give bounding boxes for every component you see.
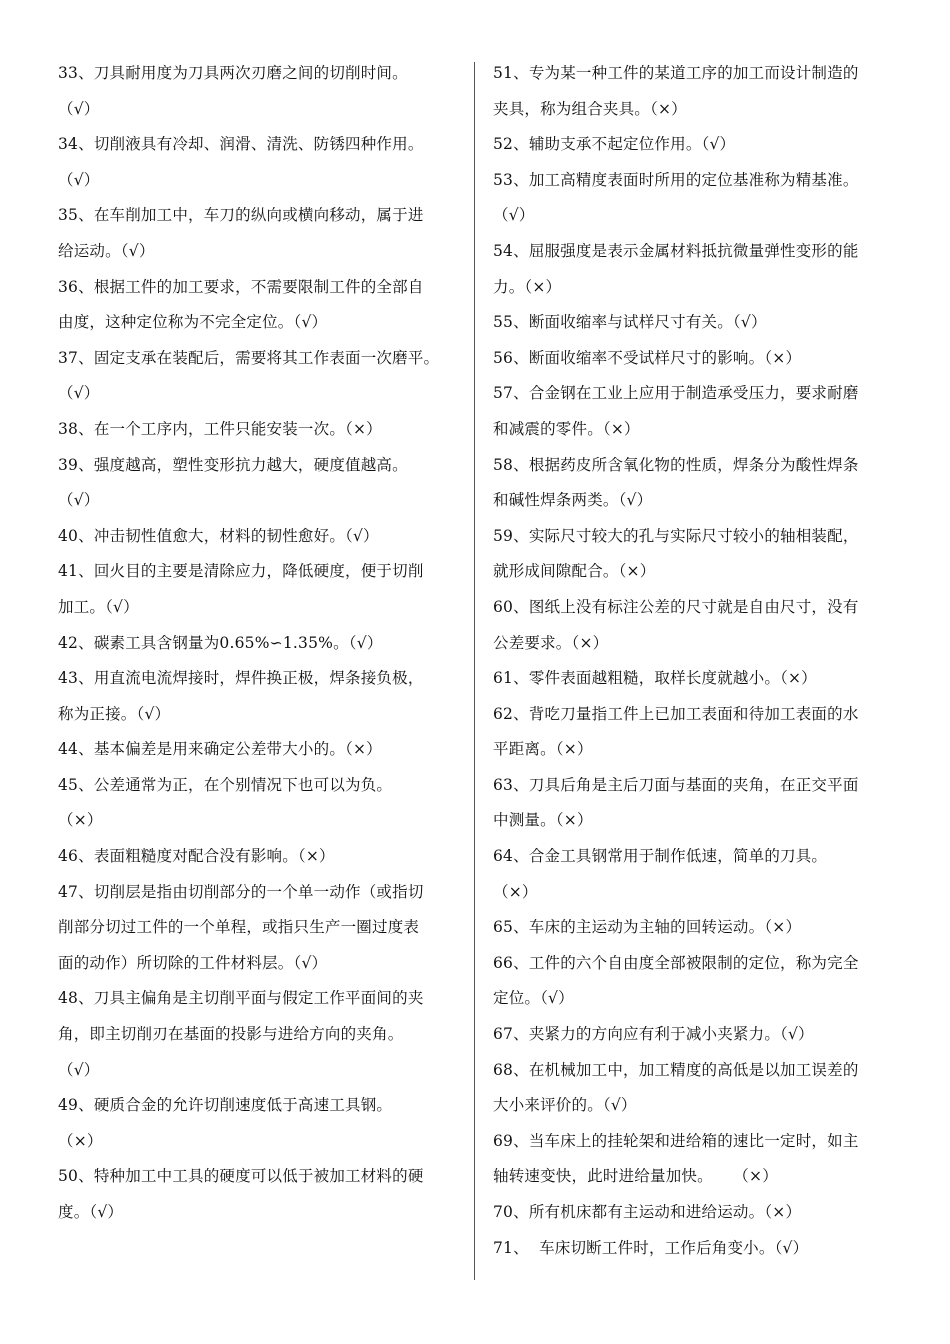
question-line: 夹具，称为组合夹具。（×） bbox=[493, 99, 687, 118]
question-item bbox=[493, 1231, 888, 1267]
question-item bbox=[493, 1017, 888, 1053]
question-item bbox=[58, 875, 458, 982]
question-item bbox=[58, 519, 458, 555]
question-item bbox=[58, 626, 458, 662]
question-line: 42、碳素工具含钢量为0.65%∽1.35%。（√） bbox=[58, 633, 383, 652]
question-item bbox=[493, 1195, 888, 1231]
question-item bbox=[58, 56, 458, 127]
question-line: 68、在机械加工中，加工精度的高低是以加工误差的 bbox=[493, 1060, 859, 1079]
question-line: 面的动作）所切除的工件材料层。（√） bbox=[58, 953, 328, 972]
question-line: 40、冲击韧性值愈大，材料的韧性愈好。（√） bbox=[58, 526, 379, 545]
question-line: 度。（√） bbox=[58, 1203, 124, 1221]
question-item bbox=[58, 554, 458, 625]
question-line: 33、刀具耐用度为刀具两次刃磨之间的切削时间。 bbox=[58, 64, 408, 82]
question-line: （×） bbox=[58, 1131, 103, 1150]
question-line: （√） bbox=[58, 99, 100, 118]
question-line: 71、 车床切断工件时，工作后角变小。（√） bbox=[493, 1238, 809, 1257]
question-item bbox=[493, 697, 888, 768]
question-line: 和碱性焊条两类。（√） bbox=[493, 491, 653, 510]
question-item bbox=[58, 981, 458, 1088]
question-line: 36、根据工件的加工要求，不需要限制工件的全部自 bbox=[58, 277, 424, 296]
question-line: 64、合金工具钢常用于制作低速，简单的刀具。 bbox=[493, 847, 828, 866]
question-line: 力。（×） bbox=[493, 277, 562, 296]
question-line: 加工。（√） bbox=[58, 597, 139, 616]
question-line: 46、表面粗糙度对配合没有影响。（×） bbox=[58, 847, 335, 866]
question-line: 60、图纸上没有标注公差的尺寸就是自由尺寸，没有 bbox=[493, 597, 859, 616]
question-line: 49、硬质合金的允许切削速度低于高速工具钢。 bbox=[58, 1096, 393, 1115]
question-item bbox=[493, 163, 888, 234]
question-item bbox=[493, 56, 888, 127]
question-item bbox=[493, 448, 888, 519]
question-line: 55、断面收缩率与试样尺寸有关。（√） bbox=[493, 313, 767, 332]
question-item bbox=[58, 1159, 458, 1230]
question-line: 53、加工高精度表面时所用的定位基准称为精基准。 bbox=[493, 170, 859, 189]
question-line: 66、工件的六个自由度全部被限制的定位，称为完全 bbox=[493, 953, 859, 972]
question-line: 45、公差通常为正，在个别情况下也可以为负。 bbox=[58, 775, 393, 794]
question-line: 69、当车床上的挂轮架和进给箱的速比一定时，如主 bbox=[493, 1131, 859, 1150]
question-line: 67、夹紧力的方向应有利于减小夹紧力。（√） bbox=[493, 1025, 814, 1044]
question-line: 就形成间隙配合。（×） bbox=[493, 562, 656, 581]
question-line: 削部分切过工件的一个单程，或指只生产一圈过度表 bbox=[58, 918, 420, 937]
question-line: （√） bbox=[58, 491, 100, 510]
question-line: 给运动。（√） bbox=[58, 241, 155, 260]
question-line: （√） bbox=[493, 206, 535, 225]
question-line: 56、断面收缩率不受试样尺寸的影响。（×） bbox=[493, 348, 802, 367]
question-line: 50、特种加工中工具的硬度可以低于被加工材料的硬 bbox=[58, 1167, 424, 1186]
question-line: （×） bbox=[493, 882, 538, 901]
question-line: 中测量。（×） bbox=[493, 811, 593, 830]
question-item bbox=[493, 661, 888, 697]
question-line: 52、辅助支承不起定位作用。（√） bbox=[493, 135, 736, 154]
question-item bbox=[493, 127, 888, 163]
question-item bbox=[58, 341, 458, 412]
left-column bbox=[58, 56, 458, 1231]
question-item bbox=[58, 839, 458, 875]
question-item bbox=[493, 341, 888, 377]
question-line: 48、刀具主偏角是主切削平面与假定工作平面间的夹 bbox=[58, 989, 424, 1008]
question-line: 58、根据药皮所含氧化物的性质，焊条分为酸性焊条 bbox=[493, 455, 859, 474]
question-line: 轴转速变快，此时进给量加快。 （×） bbox=[493, 1167, 778, 1186]
question-line: 47、切削层是指由切削部分的一个单一动作（或指切 bbox=[58, 882, 424, 901]
question-item bbox=[493, 768, 888, 839]
question-item bbox=[58, 412, 458, 448]
question-line: 由度，这种定位称为不完全定位。（√） bbox=[58, 313, 328, 332]
question-line: （√） bbox=[58, 1060, 100, 1079]
question-item bbox=[493, 234, 888, 305]
question-item bbox=[58, 732, 458, 768]
question-line: 57、合金钢在工业上应用于制造承受压力，要求耐磨 bbox=[493, 384, 859, 403]
question-line: 43、用直流电流焊接时，焊件换正极，焊条接负极， bbox=[58, 669, 424, 688]
question-item bbox=[493, 305, 888, 341]
question-item bbox=[493, 590, 888, 661]
question-line: 61、零件表面越粗糙，取样长度就越小。（×） bbox=[493, 669, 817, 688]
question-item bbox=[493, 376, 888, 447]
question-line: 公差要求。（×） bbox=[493, 633, 609, 652]
question-line: 51、专为某一种工件的某道工序的加工而设计制造的 bbox=[493, 64, 859, 82]
right-column bbox=[493, 56, 888, 1266]
question-line: 41、回火目的主要是清除应力，降低硬度，便于切削 bbox=[58, 562, 424, 581]
question-line: 大小来评价的。（√） bbox=[493, 1096, 637, 1115]
question-line: （√） bbox=[58, 170, 100, 189]
question-line: 34、切削液具有冷却、润滑、清洗、防锈四种作用。 bbox=[58, 135, 424, 154]
question-line: 37、固定支承在装配后，需要将其工作表面一次磨平。 bbox=[58, 348, 440, 367]
question-line: 62、背吃刀量指工件上已加工表面和待加工表面的水 bbox=[493, 704, 859, 723]
question-line: 平距离。（×） bbox=[493, 740, 593, 759]
question-item bbox=[58, 198, 458, 269]
question-item bbox=[493, 1053, 888, 1124]
question-line: 54、屈服强度是表示金属材料抵抗微量弹性变形的能 bbox=[493, 241, 859, 260]
question-line: 和减震的零件。（×） bbox=[493, 419, 640, 438]
question-item bbox=[493, 519, 888, 590]
question-line: 38、在一个工序内，工件只能安装一次。（×） bbox=[58, 419, 382, 438]
question-line: （√） bbox=[58, 384, 100, 403]
question-line: 65、车床的主运动为主轴的回转运动。（×） bbox=[493, 918, 802, 937]
question-item bbox=[58, 127, 458, 198]
question-line: 63、刀具后角是主后刀面与基面的夹角，在正交平面 bbox=[493, 775, 859, 794]
question-item bbox=[58, 448, 458, 519]
question-line: 定位。（√） bbox=[493, 989, 574, 1008]
question-line: 角，即主切削刃在基面的投影与进给方向的夹角。 bbox=[58, 1025, 404, 1044]
column-divider bbox=[474, 62, 475, 1280]
question-item bbox=[493, 839, 888, 910]
question-item bbox=[58, 1088, 458, 1159]
question-item bbox=[58, 270, 458, 341]
question-item bbox=[493, 946, 888, 1017]
question-line: 44、基本偏差是用来确定公差带大小的。（×） bbox=[58, 740, 382, 759]
question-line: （×） bbox=[58, 811, 103, 830]
question-item bbox=[58, 768, 458, 839]
question-item bbox=[493, 910, 888, 946]
question-line: 称为正接。（√） bbox=[58, 704, 171, 723]
question-line: 35、在车削加工中，车刀的纵向或横向移动，属于进 bbox=[58, 206, 424, 225]
question-item bbox=[493, 1124, 888, 1195]
question-line: 70、所有机床都有主运动和进给运动。（×） bbox=[493, 1203, 802, 1221]
question-line: 59、实际尺寸较大的孔与实际尺寸较小的轴相装配， bbox=[493, 526, 859, 545]
question-item bbox=[58, 661, 458, 732]
question-line: 39、强度越高，塑性变形抗力越大，硬度值越高。 bbox=[58, 455, 408, 474]
